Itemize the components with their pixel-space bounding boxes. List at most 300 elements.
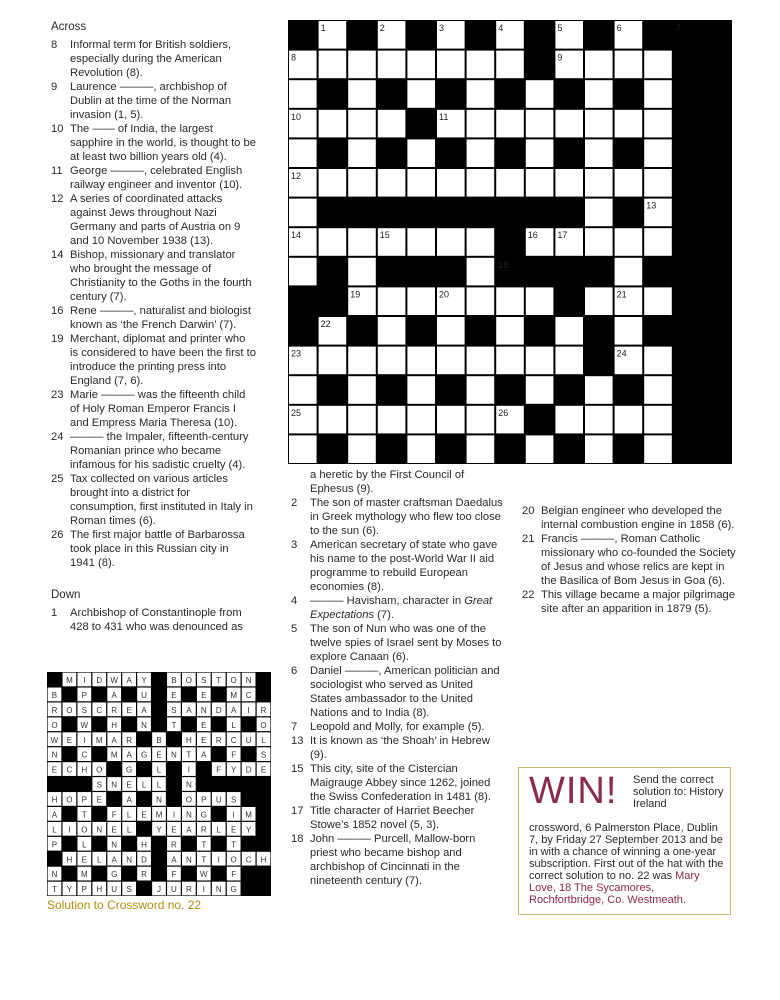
solution-letter: N — [171, 750, 177, 760]
solution-letter: W — [200, 870, 208, 880]
solution-letter: W — [50, 735, 59, 745]
solution-letter: N — [200, 705, 207, 715]
grid-cell[interactable] — [348, 51, 376, 79]
clue-number: 6 — [616, 23, 622, 33]
grid-cell[interactable] — [407, 435, 435, 463]
grid-cell[interactable] — [378, 169, 406, 197]
grid-cell[interactable] — [407, 51, 435, 79]
solution-letter: C — [230, 735, 237, 745]
grid-cell[interactable] — [407, 139, 435, 167]
grid-cell[interactable] — [348, 347, 376, 375]
grid-cell[interactable] — [496, 347, 524, 375]
solution-letter: L — [52, 825, 57, 835]
grid-cell[interactable] — [644, 376, 672, 404]
solution-letter: C — [66, 765, 73, 775]
solution-letter: D — [215, 705, 222, 715]
solution-letter: A — [230, 705, 237, 715]
solution-letter: R — [126, 735, 133, 745]
grid-cell[interactable] — [289, 80, 317, 108]
solution-letter: G — [126, 765, 133, 775]
grid-cell[interactable] — [378, 287, 406, 315]
solution-letter: N — [141, 720, 147, 730]
clue-number: 3 — [439, 23, 445, 33]
competition-box — [518, 767, 731, 915]
solution-letter: B — [51, 690, 58, 700]
solution-letter: E — [201, 720, 207, 730]
grid-cell[interactable] — [378, 406, 406, 434]
grid-cell[interactable] — [319, 51, 347, 79]
solution-letter: I — [68, 825, 71, 835]
solution-letter: I — [232, 810, 235, 820]
grid-cell[interactable] — [585, 139, 613, 167]
solution-letter: A — [111, 855, 117, 865]
clue-down-1: 1 Archbishop of Constantinople from 428 to 431 who was denounced as — [51, 607, 243, 633]
solution-letter: R — [171, 840, 177, 850]
grid-cell[interactable] — [526, 139, 554, 167]
solution-letter: L — [82, 840, 87, 850]
solution-letter: G — [140, 750, 148, 760]
grid-cell[interactable] — [496, 287, 524, 315]
solution-letter: R — [260, 705, 267, 715]
solution-letter: S — [126, 885, 132, 895]
grid-cell[interactable] — [555, 347, 583, 375]
solution-caption: Solution to Crossword no. 22 — [47, 898, 202, 912]
grid-cell[interactable] — [644, 406, 672, 434]
solution-letter: H — [111, 720, 118, 730]
clue-across-23: 23 Marie ——— was the fifteenth child of Holy Roman Emperor Francis I and Empress Maria Theresa (10). — [51, 389, 246, 429]
solution-letter: E — [171, 690, 177, 700]
clue-number: 9 — [557, 52, 563, 63]
solution-letter: N — [215, 885, 222, 895]
clue-across-10: 10 The —— of India, the largest sapphire in the world, is thought to be at least two billion years old (4). — [51, 123, 256, 163]
solution-letter: M — [80, 870, 88, 880]
clue-number: 20 — [439, 289, 450, 300]
grid-cell[interactable] — [348, 258, 376, 286]
solution-letter: I — [83, 676, 86, 686]
solution-letter: I — [202, 885, 205, 895]
grid-cell[interactable] — [407, 169, 435, 197]
grid-cell[interactable] — [289, 376, 317, 404]
solution-letter: A — [201, 750, 207, 760]
down-clues-right — [522, 504, 737, 616]
grid-cell[interactable] — [407, 376, 435, 404]
grid-cell[interactable] — [585, 406, 613, 434]
solution-letter: T — [231, 840, 237, 850]
solution-letter: O — [230, 855, 237, 865]
grid-cell[interactable] — [644, 228, 672, 256]
grid-cell[interactable] — [615, 317, 643, 345]
clue-number: 1 — [320, 23, 326, 33]
grid-cell[interactable] — [555, 317, 583, 345]
solution-letter: H — [141, 840, 147, 850]
solution-letter: E — [126, 780, 132, 790]
grid-cell[interactable] — [555, 406, 583, 434]
clue-number: 23 — [291, 348, 302, 359]
grid-cell[interactable] — [378, 51, 406, 79]
solution-letter: N — [156, 795, 162, 805]
grid-cell[interactable] — [585, 287, 613, 315]
solution-letter: E — [96, 795, 102, 805]
grid-cell[interactable] — [526, 110, 554, 138]
solution-letter: M — [155, 810, 163, 820]
solution-letter: I — [172, 810, 176, 820]
grid-cell[interactable] — [348, 110, 376, 138]
solution-letter: M — [245, 810, 252, 820]
solution-letter: I — [187, 765, 190, 775]
grid-cell[interactable] — [467, 435, 495, 463]
solution-letter: L — [141, 780, 147, 790]
solution-letter: L — [156, 765, 162, 775]
grid-cell[interactable] — [319, 169, 347, 197]
solution-letter: E — [66, 735, 73, 745]
grid-cell[interactable] — [644, 51, 672, 79]
solution-letter: L — [231, 720, 236, 730]
solution-letter: R — [215, 735, 222, 745]
clue-number: 25 — [291, 407, 302, 418]
solution-letter: H — [51, 795, 58, 805]
grid-cell[interactable] — [585, 110, 613, 138]
solution-letter: P — [81, 690, 88, 700]
solution-letter: O — [96, 765, 103, 775]
grid-cell[interactable] — [644, 139, 672, 167]
grid-cell[interactable] — [585, 199, 613, 227]
solution-letter: O — [66, 705, 73, 715]
solution-letter: O — [66, 795, 73, 805]
grid-cell[interactable] — [644, 435, 672, 463]
grid-cell[interactable] — [348, 228, 376, 256]
grid-cell[interactable] — [437, 228, 465, 256]
grid-cell[interactable] — [289, 435, 317, 463]
solution-letter: E — [201, 690, 207, 700]
grid-cell[interactable] — [319, 406, 347, 434]
clue-number: 12 — [291, 171, 302, 181]
grid-cell[interactable] — [348, 80, 376, 108]
grid-cell[interactable] — [585, 169, 613, 197]
clue-across-25: 25 Tax collected on various articles brought into a district for consumption, first instituted in Italy in Roman times (6). — [51, 473, 253, 527]
solution-letter: L — [156, 780, 162, 790]
solution-letter: C — [81, 750, 88, 760]
solution-letter: L — [261, 735, 266, 745]
solution-letter: Y — [230, 765, 237, 775]
solution-letter: R — [185, 885, 192, 895]
down-heading: Down — [51, 589, 81, 601]
crossword-grid[interactable] — [288, 20, 732, 464]
solution-letter: W — [80, 720, 89, 730]
grid-cell[interactable] — [407, 228, 435, 256]
solution-letter: E — [81, 855, 88, 865]
clue-number: 11 — [439, 111, 449, 122]
solution-letter: N — [51, 870, 58, 880]
clue-across-16: 16 Rene ———, naturalist and biologist known as ‘the French Darwin’ (7). — [51, 305, 251, 331]
solution-letter: H — [260, 855, 267, 865]
solution-letter: Y — [141, 676, 147, 686]
solution-letter: E — [156, 750, 162, 760]
grid-cell[interactable] — [437, 317, 465, 345]
grid-cell[interactable] — [526, 347, 554, 375]
solution-letter: D — [96, 676, 103, 686]
solution-letter: S — [96, 780, 102, 790]
solution-letter: G — [200, 810, 207, 820]
grid-cell[interactable] — [437, 406, 465, 434]
grid-cell[interactable] — [437, 169, 465, 197]
solution-letter: A — [126, 750, 132, 760]
grid-cell[interactable] — [644, 110, 672, 138]
clue-across-9: 9 Laurence ———, archbishop of Dublin at the time of the Norman invasion (1, 5). — [51, 81, 232, 121]
clue-number: 2 — [379, 23, 385, 33]
grid-cell[interactable] — [644, 169, 672, 197]
solution-letter: N — [111, 780, 118, 790]
grid-cell[interactable] — [526, 376, 554, 404]
solution-letter: O — [185, 795, 192, 805]
grid-cell[interactable] — [615, 110, 643, 138]
grid-cell[interactable] — [378, 317, 406, 345]
solution-letter: T — [52, 885, 57, 895]
solution-letter: A — [126, 676, 132, 686]
solution-letter: Y — [245, 825, 252, 835]
solution-letter: A — [186, 825, 192, 835]
clue-across-24: 24 ——— the Impaler, fifteenth-century Romanian prince who became infamous for his sadistic cruelty (4). — [51, 431, 249, 471]
grid-cell[interactable] — [407, 287, 435, 315]
solution-letter: P — [51, 840, 58, 850]
grid-cell[interactable] — [526, 169, 554, 197]
clue-across-11: 11 George ———, celebrated English railway engineer and inventor (10). — [51, 165, 243, 191]
grid-cell[interactable] — [348, 169, 376, 197]
clue-down-13: 13 It is known as ‘the Shoah’ in Hebrew (9). — [291, 735, 490, 761]
clue-down-21: 21 Francis ———, Roman Catholic missionary who co-founded the Society of Jesus and whose relics are kept in the Basilica of Bom Jesus in Goa (6). — [522, 533, 736, 587]
solution-letter: L — [97, 855, 102, 865]
grid-cell[interactable] — [407, 347, 435, 375]
solution-grid — [47, 672, 271, 896]
grid-cell[interactable] — [555, 169, 583, 197]
grid-cell[interactable] — [348, 376, 376, 404]
grid-cell[interactable] — [319, 347, 347, 375]
grid-cell[interactable] — [319, 228, 347, 256]
grid-cell[interactable] — [644, 80, 672, 108]
grid-cell[interactable] — [407, 406, 435, 434]
clue-continuation: a heretic by the First Council of Ephesus (9). — [310, 469, 465, 495]
grid-cell[interactable] — [467, 347, 495, 375]
solution-letter: N — [185, 810, 192, 820]
grid-cell[interactable] — [467, 169, 495, 197]
grid-cell[interactable] — [467, 287, 495, 315]
grid-cell[interactable] — [467, 139, 495, 167]
solution-letter: R — [200, 825, 207, 835]
grid-cell[interactable] — [467, 51, 495, 79]
solution-letter: P — [201, 795, 207, 805]
winner-name: Mary Love, 18 The Sycamores, Rochfortbridge, Co. Westmeath. — [529, 870, 700, 906]
clue-down-6: 6 Daniel ———, American politician and sociologist who served as United States ambassador to the United Nations and to India (8). — [291, 665, 500, 719]
grid-cell[interactable] — [289, 258, 317, 286]
solution-letter: L — [126, 825, 132, 835]
solution-letter: A — [111, 735, 117, 745]
solution-letter: R — [51, 705, 58, 715]
solution-letter: Y — [156, 825, 162, 835]
send-solution-text: Send the correct solution to: History Ireland — [633, 774, 724, 810]
solution-letter: M — [95, 735, 103, 745]
solution-letter: E — [260, 765, 267, 775]
clue-number: 13 — [646, 200, 657, 211]
solution-letter: F — [216, 765, 222, 775]
solution-letter: P — [81, 885, 88, 895]
solution-letter: F — [171, 870, 177, 880]
solution-letter: D — [245, 765, 252, 775]
solution-letter: B — [171, 676, 177, 686]
solution-letter: T — [171, 720, 177, 730]
solution-letter: E — [230, 825, 237, 835]
clue-number: 14 — [291, 230, 302, 241]
clue-down-4: 4 ——— Havisham, character in Great Expectations (7). — [291, 595, 493, 621]
clue-number: 8 — [291, 52, 297, 63]
solution-letter: O — [81, 825, 88, 835]
grid-cell[interactable] — [644, 287, 672, 315]
solution-letter: N — [96, 825, 103, 835]
grid-cell[interactable] — [615, 51, 643, 79]
clue-number: 21 — [616, 289, 627, 300]
grid-cell[interactable] — [526, 80, 554, 108]
grid-cell[interactable] — [496, 317, 524, 345]
grid-cell[interactable] — [585, 228, 613, 256]
solution-letter: S — [260, 750, 267, 760]
grid-cell[interactable] — [615, 228, 643, 256]
grid-cell[interactable] — [289, 139, 317, 167]
clue-number: 5 — [557, 23, 563, 33]
grid-cell[interactable] — [585, 376, 613, 404]
solution-letter: U — [171, 885, 177, 895]
across-heading: Across — [51, 21, 87, 33]
solution-letter: C — [245, 690, 252, 700]
solution-letter: O — [260, 720, 267, 730]
clue-across-8: 8 Informal term for British soldiers, especially during the American Revolution (8). — [51, 39, 232, 79]
solution-letter: T — [186, 750, 192, 760]
grid-cell[interactable] — [526, 287, 554, 315]
solution-letter: G — [111, 870, 118, 880]
solution-letter: E — [171, 825, 177, 835]
grid-cell[interactable] — [319, 110, 347, 138]
solution-letter: E — [51, 765, 58, 775]
clue-number: 7 — [675, 23, 681, 33]
solution-letter: S — [201, 676, 207, 686]
grid-cell[interactable] — [467, 110, 495, 138]
solution-letter: O — [230, 676, 237, 686]
solution-letter: N — [185, 855, 192, 865]
solution-letter: M — [110, 750, 118, 760]
solution-letter: E — [141, 810, 147, 820]
grid-cell[interactable] — [585, 80, 613, 108]
grid-cell[interactable] — [348, 406, 376, 434]
solution-letter: J — [157, 885, 161, 895]
solution-letter: E — [111, 825, 117, 835]
clue-across-26: 26 The first major battle of Barbarossa took place in this Russian city in 1941 (8). — [51, 529, 245, 569]
grid-cell[interactable] — [467, 258, 495, 286]
grid-cell[interactable] — [615, 406, 643, 434]
grid-cell[interactable] — [348, 435, 376, 463]
solution-letter: I — [83, 735, 86, 745]
grid-cell[interactable] — [467, 376, 495, 404]
solution-letter: S — [171, 705, 177, 715]
clue-down-22: 22 This village became a major pilgrimage site after an apparition in 1879 (5). — [522, 589, 736, 615]
solution-letter: O — [51, 720, 58, 730]
grid-cell[interactable] — [644, 347, 672, 375]
grid-cell[interactable] — [496, 110, 524, 138]
grid-cell[interactable] — [467, 406, 495, 434]
grid-cell[interactable] — [585, 435, 613, 463]
solution-letter: F — [231, 750, 237, 760]
solution-letter: E — [201, 735, 207, 745]
grid-cell[interactable] — [437, 347, 465, 375]
grid-cell[interactable] — [407, 80, 435, 108]
grid-cell[interactable] — [378, 347, 406, 375]
solution-letter: H — [81, 765, 88, 775]
solution-letter: O — [185, 676, 192, 686]
solution-letter: N — [51, 750, 58, 760]
grid-cell[interactable] — [526, 435, 554, 463]
grid-cell[interactable] — [378, 110, 406, 138]
clue-number: 18 — [498, 259, 509, 270]
clue-number: 16 — [527, 230, 538, 241]
grid-cell[interactable] — [555, 110, 583, 138]
grid-cell[interactable] — [467, 80, 495, 108]
solution-letter: T — [201, 840, 207, 850]
clue-down-20: 20 Belgian engineer who developed the internal combustion engine in 1858 (6). — [522, 505, 735, 531]
solution-letter: Y — [66, 885, 73, 895]
solution-letter: N — [185, 780, 192, 790]
solution-letter: L — [216, 825, 221, 835]
clue-down-18: 18 John ——— Purcell, Mallow-born priest who became bishop and archbishop of Cincinnati in the nineteenth century (7). — [291, 833, 476, 887]
grid-cell[interactable] — [496, 51, 524, 79]
down-clues-continued — [291, 468, 503, 888]
clue-number: 19 — [350, 289, 361, 300]
solution-letter: C — [245, 855, 252, 865]
grid-cell[interactable] — [615, 258, 643, 286]
clue-down-15: 15 This city, site of the Cistercian Maigrauge Abbey since 1262, joined the Swiss Confederation in 1481 (8). — [291, 763, 491, 803]
solution-letter: H — [66, 855, 73, 865]
clue-number: 4 — [498, 23, 504, 33]
grid-cell[interactable] — [615, 169, 643, 197]
clue-across-19: 19 Merchant, diplomat and printer who is considered to have been the first to introduce the printing press into England (7, 6). — [51, 333, 256, 387]
grid-cell[interactable] — [585, 51, 613, 79]
clue-down-17: 17 Title character of Harriet Beecher Stowe’s 1852 novel (5, 3). — [291, 805, 475, 831]
solution-letter: S — [81, 705, 88, 715]
grid-cell[interactable] — [496, 169, 524, 197]
clue-number: 26 — [498, 407, 509, 418]
solution-letter: A — [186, 705, 192, 715]
solution-letter: S — [230, 795, 237, 805]
solution-letter: I — [247, 705, 250, 715]
solution-letter: R — [141, 870, 147, 880]
solution-letter: M — [66, 676, 73, 686]
solution-letter: D — [141, 855, 147, 865]
clue-number: 10 — [291, 111, 302, 122]
grid-cell[interactable] — [348, 139, 376, 167]
solution-letter: A — [126, 795, 132, 805]
clue-down-5: 5 The son of Nun who was one of the twelve spies of Israel sent by Moses to explore Canaan (6). — [291, 623, 502, 663]
solution-letter: W — [110, 676, 118, 686]
solution-letter: F — [111, 810, 117, 820]
solution-letter: N — [245, 676, 252, 686]
solution-letter: B — [156, 735, 162, 745]
solution-letter: A — [111, 690, 117, 700]
solution-letter: U — [215, 795, 222, 805]
clue-across-14: 14 Bishop, missionary and translator who brought the message of Christianity to the Goths in the fourth century (7). — [51, 249, 252, 303]
solution-letter: T — [216, 676, 222, 686]
solution-letter: A — [51, 810, 58, 820]
grid-cell[interactable] — [289, 199, 317, 227]
grid-cell[interactable] — [467, 228, 495, 256]
clue-number: 15 — [379, 230, 390, 241]
solution-letter: U — [245, 735, 252, 745]
across-clues — [51, 20, 256, 634]
grid-cell[interactable] — [437, 51, 465, 79]
